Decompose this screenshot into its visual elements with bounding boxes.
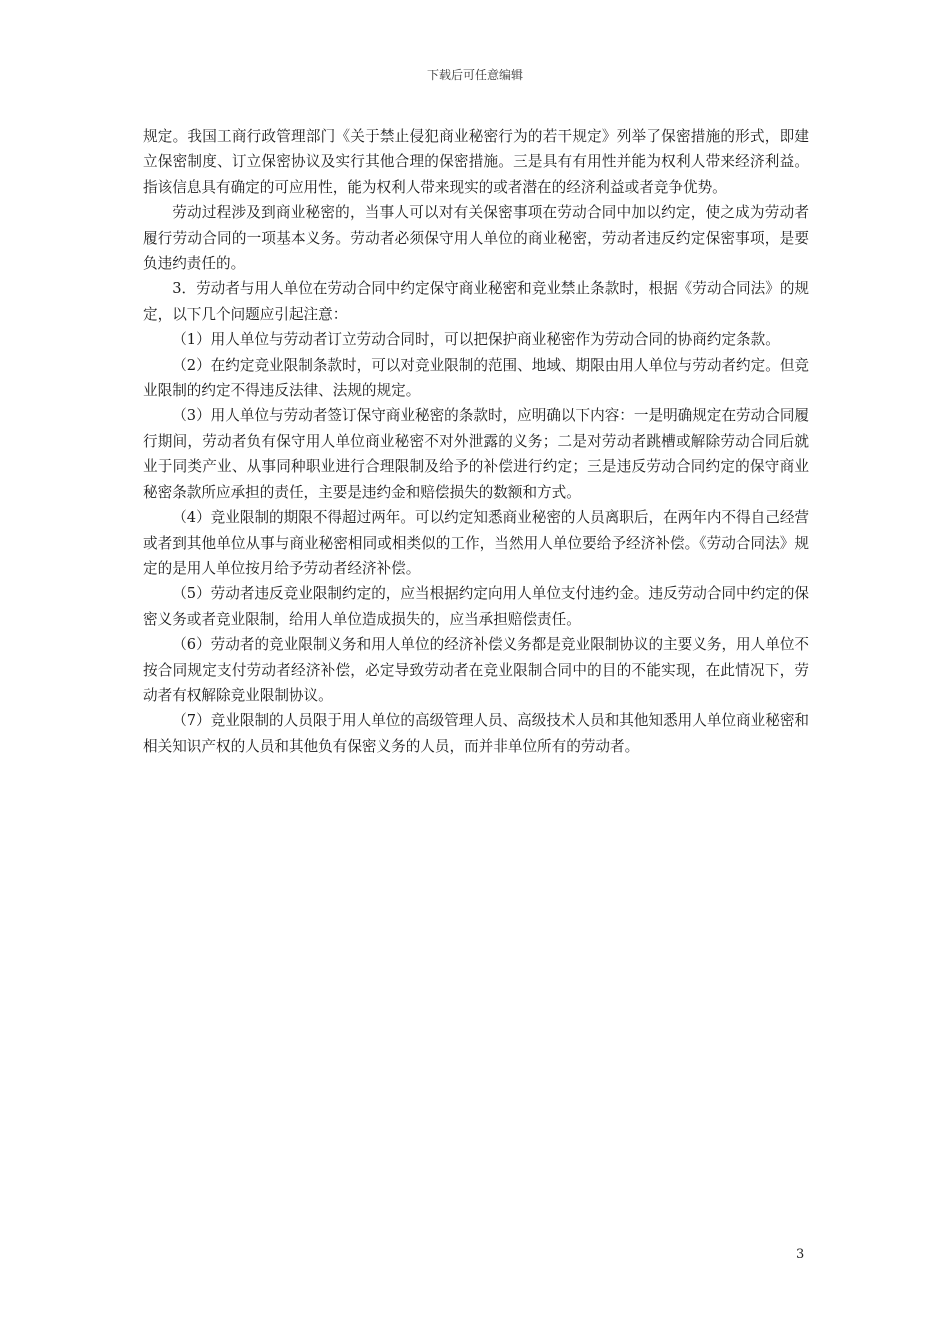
list-item-4: （4）竞业限制的期限不得超过两年。可以约定知悉商业秘密的人员离职后，在两年内不得自己经营或者到其他单位从事与商业秘密相同或相类似的工作，当然用人单位要给予经济补偿。《劳动合同法》规定的是用人单位按月给予劳动者经济补偿。 [143, 509, 810, 577]
list-item-1: （1）用人单位与劳动者订立劳动合同时，可以把保护商业秘密作为劳动合同的协商约定条款。 [172, 331, 780, 349]
paragraph: 劳动过程涉及到商业秘密的，当事人可以对有关保密事项在劳动合同中加以约定，使之成为劳动者履行劳动合同的一项基本义务。劳动者必须保守用人单位的商业秘密，劳动者违反约定保密事项，是要负违约责任的。 [143, 204, 809, 273]
list-item-7: （7）竞业限制的人员限于用人单位的高级管理人员、高级技术人员和其他知悉用人单位商业秘密和相关知识产权的人员和其他负有保密义务的人员，而并非单位所有的劳动者。 [143, 712, 810, 755]
paragraph-continuation: 规定。我国工商行政管理部门《关于禁止侵犯商业秘密行为的若干规定》列举了保密措施的形式，即建立保密制度、订立保密协议及实行其他合理的保密措施。三是具有有用性并能为权利人带来经济利益。指该信息具有确定的可应用性，能为权利人带来现实的或者潜在的经济利益或者竞争优势。 [143, 128, 809, 196]
list-item-3: （3）用人单位与劳动者签订保守商业秘密的条款时，应明确以下内容：一是明确规定在劳动合同履行期间，劳动者负有保守用人单位商业秘密不对外泄露的义务；二是对劳动者跳槽或解除劳动合同后就业于同类产业、从事同种职业进行合理限制及给予的补偿进行约定；三是违反劳动合同约定的保守商业秘密条款所应承担的责任，主要是违约金和赔偿损失的数额和方式。 [143, 407, 810, 501]
page-number: 3 [796, 1247, 805, 1262]
list-item-6: （6）劳动者的竞业限制义务和用人单位的经济补偿义务都是竞业限制协议的主要义务，用人单位不按合同规定支付劳动者经济补偿，必定导致劳动者在竞业限制合同中的目的不能实现，在此情况下，劳动者有权解除竞业限制协议。 [143, 636, 810, 704]
list-item-2: （2）在约定竞业限制条款时，可以对竞业限制的范围、地域、期限由用人单位与劳动者约定。但竞业限制的约定不得违反法律、法规的规定。 [143, 356, 810, 400]
document-body [143, 124, 809, 759]
list-item-5: （5）劳动者违反竞业限制约定的，应当根据约定向用人单位支付违约金。违反劳动合同中约定的保密义务或者竞业限制，给用人单位造成损失的，应当承担赔偿责任。 [143, 585, 810, 628]
page-header: 下载后可任意编辑 [426, 68, 523, 82]
paragraph-section-3: 3．劳动者与用人单位在劳动合同中约定保守商业秘密和竞业禁止条款时，根据《劳动合同法》的规定，以下几个问题应引起注意： [143, 280, 810, 323]
